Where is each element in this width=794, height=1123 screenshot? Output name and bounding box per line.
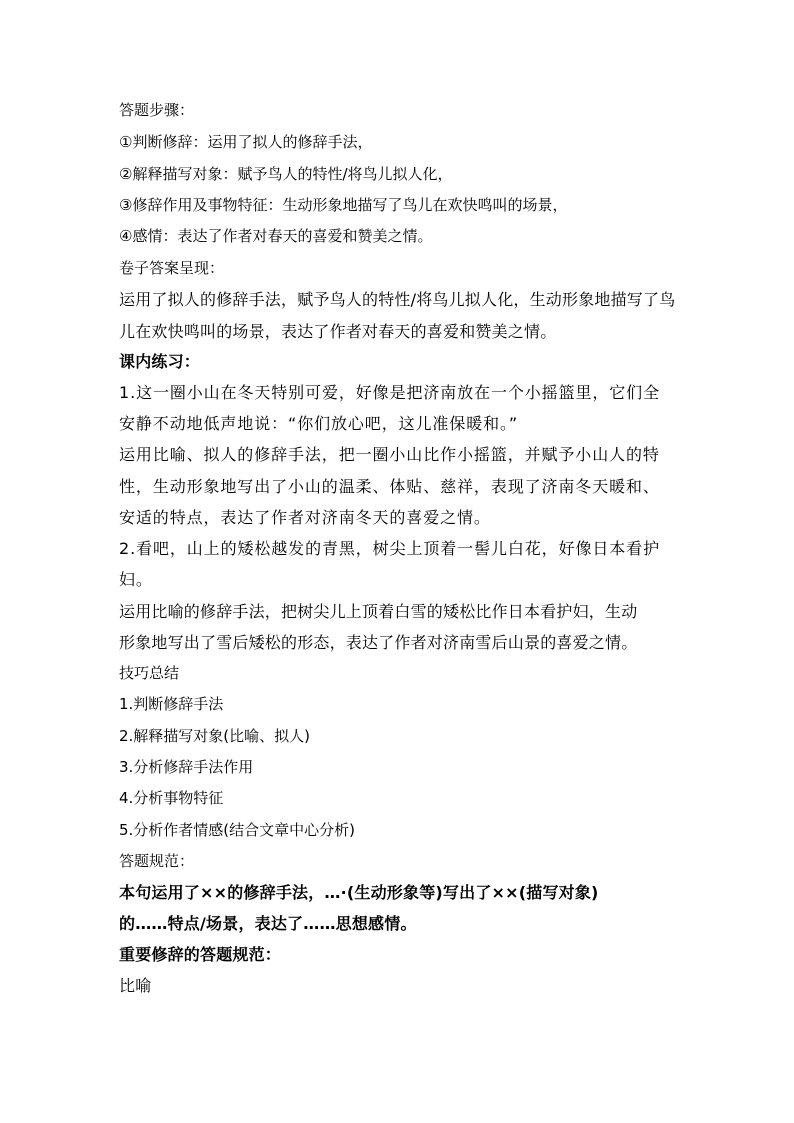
important-heading: 重要修辞的答题规范： [119,945,282,964]
exercise-2-answer-line-1: 运用比喻的修辞手法，把树尖儿上顶着白雪的矮松比作日本看护妇，生动 [119,602,638,621]
exercise-heading: 课内练习： [119,352,201,371]
paper-answer-heading: 卷子答案呈现： [119,259,225,277]
tip-2: 2.解释描写对象(比喻、拟人) [119,727,311,745]
exercise-1-question-line-2: 安静不动地低声地说：“你们放心吧，这儿准保暖和。” [119,414,519,433]
exercise-2-question-line-1: 2.看吧，山上的矮松越发的青黑，树尖上顶着一髻儿白花，好像日本看护 [119,539,660,558]
paper-answer-line-1: 运用了拟人的修辞手法，赋予鸟人的特性/将鸟儿拟人化，生动形象地描写了鸟 [119,290,676,309]
step-2: ②解释描写对象：赋予鸟人的特性/将鸟儿拟人化， [119,165,453,183]
norm-line-1: 本句运用了××的修辞手法，…·(生动形象等)写出了××(描写对象) [119,883,599,902]
tip-3: 3.分析修辞手法作用 [119,758,254,776]
exercise-1-question-line-1: 1.这一圈小山在冬天特别可爱，好像是把济南放在一个小摇篮里，它们全 [119,383,660,402]
step-3: ③修辞作用及事物特征：生动形象地描写了鸟儿在欢快鸣叫的场景， [119,196,568,214]
exercise-1-answer-line-1: 运用比喻、拟人的修辞手法，把一圈小山比作小摇篮，并赋予小山人的特 [119,445,660,464]
exercise-2-answer-line-2: 形象地写出了雪后矮松的形态，表达了作者对济南雪后山景的喜爱之情。 [119,633,638,652]
answer-steps-heading: 答题步骤： [119,101,195,119]
step-1: ①判断修辞：运用了拟人的修辞手法， [119,133,373,151]
paper-answer-line-2: 儿在欢快鸣叫的场景，表达了作者对春天的喜爱和赞美之情。 [119,322,557,341]
tip-5: 5.分析作者情感(结合文章中心分析) [119,821,356,839]
tips-heading: 技巧总结 [119,664,180,682]
tip-4: 4.分析事物特征 [119,789,224,807]
exercise-1-answer-line-3: 安适的特点，表达了作者对济南冬天的喜爱之情。 [119,508,491,527]
norm-line-2: 的……特点/场景，表达了……思想感情。 [119,914,417,933]
exercise-2-question-line-2: 妇。 [119,570,153,589]
norm-heading: 答题规范： [119,852,195,870]
metaphor-label: 比喻 [119,976,152,995]
step-4: ④感情：表达了作者对春天的喜爱和赞美之情。 [119,227,433,245]
tip-1: 1.判断修辞手法 [119,695,224,713]
exercise-1-answer-line-2: 性，生动形象地写出了小山的温柔、体贴、慈祥，表现了济南冬天暖和、 [119,477,660,496]
